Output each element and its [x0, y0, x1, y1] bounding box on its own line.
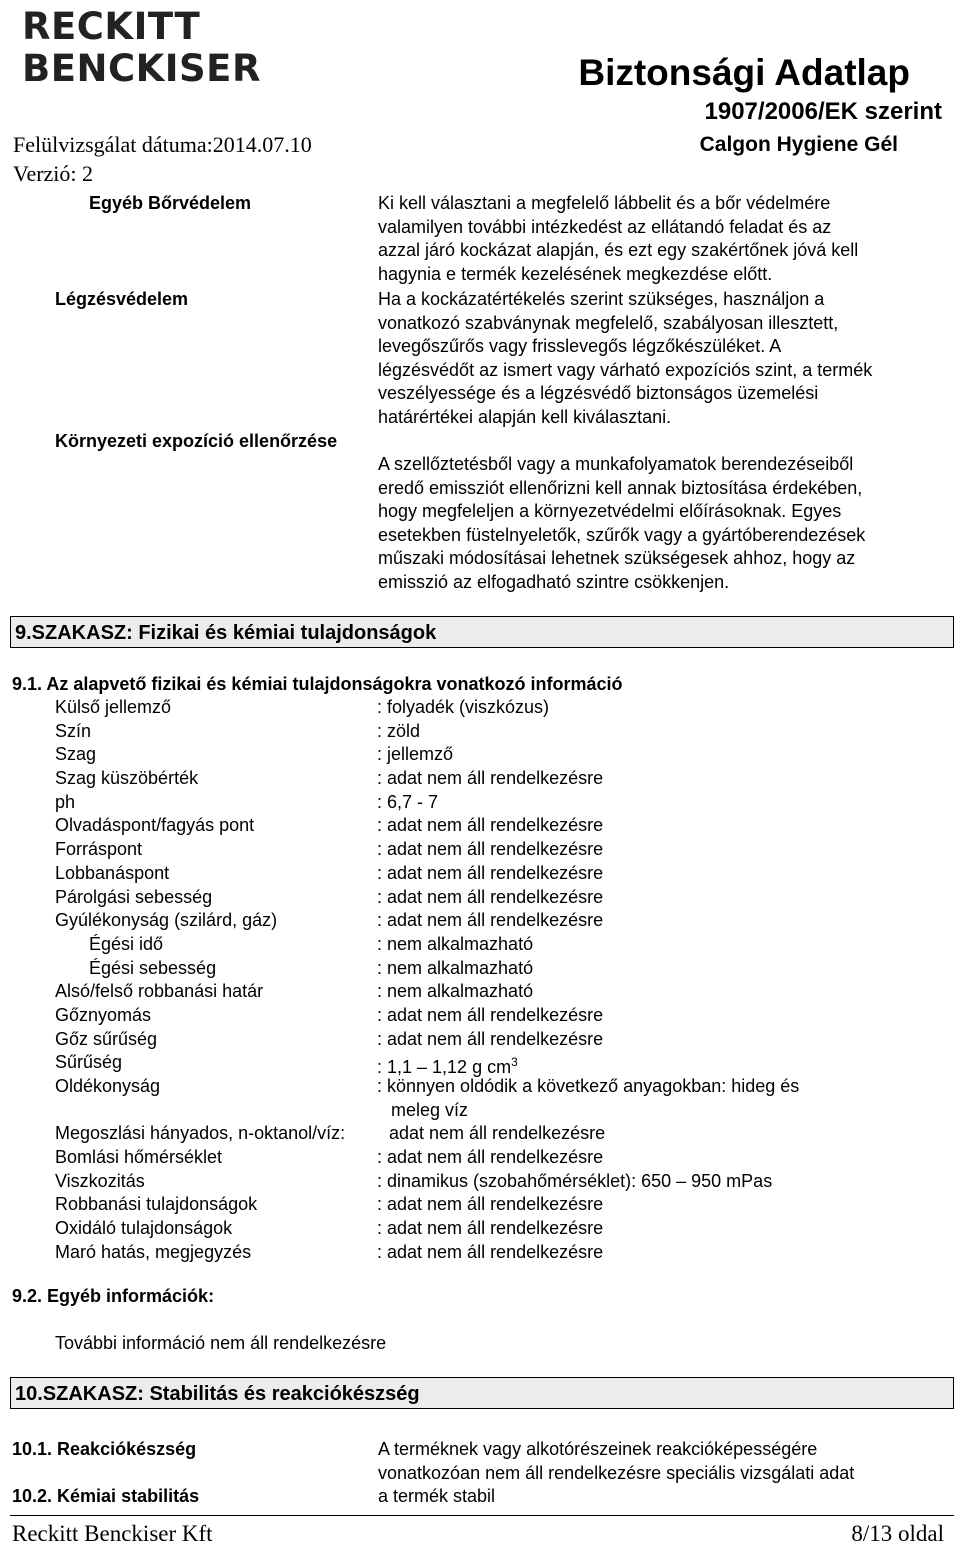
property-name: Gőz sűrűség [55, 1028, 158, 1049]
density-exponent: 3 [511, 1055, 518, 1070]
text-line: műszaki módosításai lehetnek szükségesek ahhoz, hogy az [378, 548, 856, 569]
property-name: Szag [55, 744, 97, 765]
list-item [55, 1146, 935, 1170]
property-value: : adat nem áll rendelkezésre [377, 839, 604, 860]
footer-company: Reckitt Benckiser Kft [12, 1521, 213, 1546]
property-name: Viszkozitás [55, 1170, 145, 1191]
property-name: Gőznyomás [55, 1004, 152, 1025]
property-name: Oxidáló tulajdonságok [55, 1218, 233, 1239]
company-logo [22, 5, 261, 92]
property-value: : adat nem áll rendelkezésre [377, 1218, 604, 1239]
chemical-stability-text: a termék stabil [378, 1486, 496, 1506]
property-value: : adat nem áll rendelkezésre [377, 1004, 604, 1025]
property-value: : adat nem áll rendelkezésre [377, 815, 604, 836]
property-value: : adat nem áll rendelkezésre [377, 768, 604, 789]
text-line: Ki kell választani a megfelelő lábbelit és a bőr védelmére [378, 193, 831, 213]
property-value: : adat nem áll rendelkezésre [377, 1194, 604, 1215]
text-line: A szellőztetésből vagy a munkafolyamatok berendezéseiből [378, 454, 854, 474]
text-line: valamilyen további intézkedést az ellátandó feladat és az [378, 216, 832, 237]
property-value: : adat nem áll rendelkezésre [377, 1147, 604, 1168]
property-name: Oldékonyság [55, 1076, 161, 1096]
property-value: : nem alkalmazható [377, 957, 534, 978]
text-line: esetekben füstelnyeletők, szűrők vagy a gyártóberendezések [378, 524, 866, 545]
property-value: : folyadék (viszkózus) [377, 697, 550, 717]
property-name: Égési sebesség [89, 957, 217, 978]
property-name: Forráspont [55, 839, 143, 860]
regulation: 1907/2006/EK szerint [704, 98, 942, 125]
list-item [55, 1004, 935, 1028]
skin-protection-label: Egyéb Bőrvédelem [89, 193, 252, 213]
property-value: adat nem áll rendelkezésre [389, 1123, 606, 1144]
property-value: : 6,7 - 7 [377, 791, 439, 812]
logo-line-1: RECKITT [22, 5, 201, 48]
product-name: Calgon Hygiene Gél [699, 133, 898, 156]
environmental-exposure-text [378, 453, 938, 595]
list-item [55, 814, 935, 838]
respiratory-protection-label: Légzésvédelem [55, 289, 189, 309]
density-value: : 1,1 – 1,12 g cm [377, 1057, 512, 1078]
property-name: Szag küszöbérték [55, 768, 199, 789]
list-item [55, 1075, 935, 1122]
property-value [377, 1075, 799, 1122]
list-item [55, 743, 935, 767]
property-name: ph [55, 791, 76, 812]
property-value: : jellemző [377, 744, 454, 765]
properties-list [55, 696, 935, 1265]
property-value: : dinamikus (szobahőmérséklet): 650 – 950 mPas [377, 1170, 773, 1191]
property-name: Párolgási sebesség [55, 886, 213, 907]
text-line: azzal járó kockázat alapján, és ezt egy szakértőnek jóvá kell [378, 240, 859, 261]
property-name: Égési idő [89, 933, 164, 954]
property-name: Robbanási tulajdonságok [55, 1194, 258, 1215]
property-name: Alsó/felső robbanási határ [55, 981, 264, 1002]
list-item [55, 791, 935, 815]
property-value: : adat nem áll rendelkezésre [377, 886, 604, 907]
list-item [55, 957, 935, 981]
list-item [55, 1051, 935, 1078]
text-line: légzésvédőt az ismert vagy várható expozíciós szint, a termék [378, 359, 873, 380]
property-value: : adat nem áll rendelkezésre [377, 1028, 604, 1049]
list-item [55, 1122, 935, 1146]
footer-divider [10, 1515, 954, 1516]
logo-line-2: BENCKISER [22, 47, 261, 90]
property-value: : adat nem áll rendelkezésre [377, 1241, 604, 1262]
property-name: Maró hatás, megjegyzés [55, 1241, 252, 1262]
version: Verzió: 2 [13, 161, 94, 186]
section-9-2-title: 9.2. Egyéb információk: [12, 1286, 215, 1306]
skin-protection-text [378, 192, 938, 286]
property-value: : adat nem áll rendelkezésre [377, 910, 604, 931]
document-title: Biztonsági Adatlap [578, 52, 910, 93]
list-item [55, 720, 935, 744]
text-line: A terméknek vagy alkotórészeinek reakcióképességére [378, 1439, 818, 1459]
text-line: eredő emissziót ellenőrizni kell annak biztosítása érdekében, [378, 477, 863, 498]
list-item [55, 980, 935, 1004]
list-item [55, 767, 935, 791]
text-line: emisszió az elfogadható szintre csökkenjen. [378, 571, 730, 592]
respiratory-protection-text [378, 288, 938, 430]
text-line: veszélyessége és a légzésvédő biztonságos üzemelési [378, 383, 819, 404]
property-name: Szín [55, 720, 92, 741]
property-name: Sűrűség [55, 1052, 123, 1073]
property-name: Bomlási hőmérséklet [55, 1147, 223, 1168]
value-line: : könnyen oldódik a következő anyagokban: hideg és [377, 1076, 800, 1096]
list-item [55, 838, 935, 862]
text-line: levegőszűrős vagy frisslevegős légzőkészüléket. A [378, 336, 782, 357]
property-name: Megoszlási hányados, n-oktanol/víz: [55, 1123, 346, 1144]
text-line: határértékei alapján kell kiválasztani. [378, 406, 672, 427]
text-line: vonatkozóan nem áll rendelkezésre speciális vizsgálati adat [378, 1462, 855, 1483]
property-value: : nem alkalmazható [377, 981, 534, 1002]
reactivity-text [378, 1438, 854, 1485]
property-value: : nem alkalmazható [377, 933, 534, 954]
property-name: Lobbanáspont [55, 862, 170, 883]
list-item [55, 933, 935, 957]
property-name: Külső jellemző [55, 697, 172, 717]
property-name: Gyúlékonyság (szilárd, gáz) [55, 910, 278, 931]
list-item [55, 696, 935, 720]
other-info-text: További információ nem áll rendelkezésre [55, 1333, 387, 1353]
property-value: : adat nem áll rendelkezésre [377, 862, 604, 883]
chemical-stability-label: 10.2. Kémiai stabilitás [12, 1486, 200, 1506]
list-item [55, 862, 935, 886]
page-number: 8/13 oldal [851, 1521, 944, 1546]
list-item [55, 886, 935, 910]
section-10-header: 10.SZAKASZ: Stabilitás és reakciókészség [10, 1377, 954, 1409]
text-line: Ha a kockázatértékelés szerint szükséges, használjon a [378, 289, 825, 309]
property-value: : zöld [377, 720, 421, 741]
list-item [55, 1217, 935, 1241]
list-item [55, 1170, 935, 1194]
list-item [55, 1028, 935, 1052]
text-line: hagynia e termék kezelésének megkezdése előtt. [378, 263, 773, 284]
revision-date: Felülvizsgálat dátuma:2014.07.10 [13, 132, 312, 157]
text-line: vonatkozó szabványnak megfelelő, szabályosan illesztett, [378, 312, 839, 333]
reactivity-label: 10.1. Reakciókészség [12, 1439, 197, 1459]
text-line: hogy megfeleljen a környezetvédelmi előírásoknak. Egyes [378, 501, 842, 522]
section-9-header: 9.SZAKASZ: Fizikai és kémiai tulajdonságok [10, 616, 954, 648]
list-item [55, 1241, 935, 1265]
property-name: Olvadáspont/fagyás pont [55, 815, 255, 836]
environmental-exposure-label: Környezeti expozíció ellenőrzése [55, 431, 338, 451]
list-item [55, 1193, 935, 1217]
value-line: meleg víz [391, 1099, 469, 1120]
section-9-1-title: 9.1. Az alapvető fizikai és kémiai tulajdonságokra vonatkozó információ [12, 674, 623, 694]
list-item [55, 909, 935, 933]
